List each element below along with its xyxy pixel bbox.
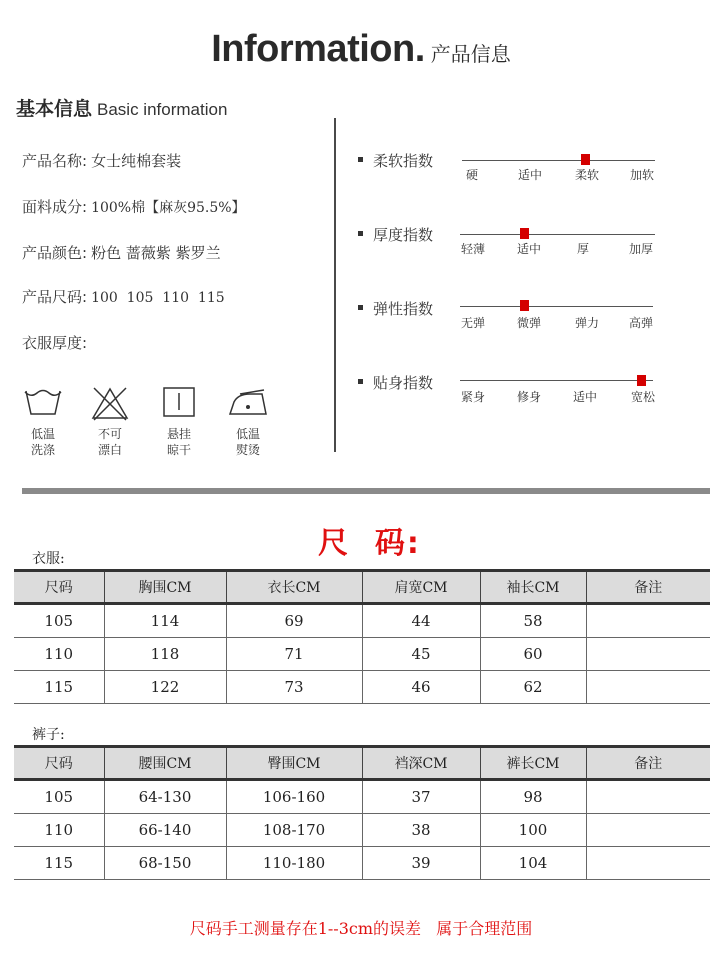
index-tick: 修身: [516, 390, 541, 404]
pants-size-table: [14, 745, 710, 880]
table-cell: 58: [480, 604, 586, 638]
table-cell: [586, 847, 710, 880]
index-tick: 适中: [517, 168, 542, 182]
table-row: [14, 604, 710, 638]
table-header-row: [14, 747, 710, 780]
care-iron: [225, 386, 271, 458]
column-header: 备注: [586, 747, 710, 780]
table-cell: 115: [14, 847, 104, 880]
table-cell: 69: [226, 604, 362, 638]
bullet-icon: [358, 231, 363, 236]
table-cell: [586, 814, 710, 847]
table-cell: 115: [14, 671, 104, 704]
info-label: 衣服厚度:: [22, 334, 88, 352]
table-cell: 73: [226, 671, 362, 704]
measurement-note: 尺码手工测量存在1--3cm的误差 属于合理范围: [189, 919, 533, 938]
table-header-row: [14, 571, 710, 604]
table-cell: [586, 780, 710, 814]
index-name: 柔软指数: [373, 152, 434, 170]
care-bleach: [87, 386, 133, 458]
info-value: 100%棉【麻灰95.5%】: [91, 200, 246, 216]
table-cell: 106-160: [226, 780, 362, 814]
index-label-softness: [358, 150, 433, 171]
table-row: [14, 814, 710, 847]
info-value: 粉色 蔷薇紫 紫罗兰: [91, 244, 221, 262]
column-header: 裆深CM: [362, 747, 480, 780]
index-tick: 适中: [572, 390, 597, 404]
table-cell: 68-150: [104, 847, 226, 880]
table-cell: 62: [480, 671, 586, 704]
index-marker-elasticity: [520, 300, 529, 311]
index-tick: 硬: [465, 168, 478, 182]
index-tick: 厚: [576, 242, 589, 256]
table-cell: 110-180: [226, 847, 362, 880]
index-scale-elasticity: [460, 306, 653, 307]
column-header: 尺码: [14, 747, 104, 780]
title-english: Information.: [211, 28, 425, 70]
title-chinese: 产品信息: [430, 42, 511, 66]
care-label: 低温 洗涤: [30, 427, 55, 457]
info-label: 面料成分:: [22, 198, 88, 216]
page-title: [0, 28, 722, 71]
info-row-fabric: [22, 196, 246, 217]
info-row-color: [22, 242, 221, 263]
index-tick: 弹力: [574, 316, 599, 330]
index-name: 贴身指数: [373, 374, 434, 392]
table-cell: 105: [14, 780, 104, 814]
index-scale-softness: [462, 160, 655, 161]
info-row-thickness: [22, 332, 87, 353]
table-cell: 71: [226, 638, 362, 671]
do-not-bleach-icon: [90, 386, 130, 422]
bullet-icon: [358, 379, 363, 384]
table-cell: [586, 638, 710, 671]
size-chart-title: 尺 码:: [318, 526, 421, 561]
care-label: 低温 熨烫: [235, 427, 260, 457]
column-header: 尺码: [14, 571, 104, 604]
table-cell: 118: [104, 638, 226, 671]
index-scale-fit: [460, 380, 653, 381]
column-header: 备注: [586, 571, 710, 604]
index-label-thickness: [358, 224, 433, 245]
info-label: 产品尺码:: [22, 288, 88, 306]
table-row: [14, 638, 710, 671]
column-header: 肩宽CM: [362, 571, 480, 604]
table-cell: [586, 604, 710, 638]
index-tick: 加软: [629, 168, 654, 182]
index-marker-fit: [637, 375, 646, 386]
column-header: 衣长CM: [226, 571, 362, 604]
column-header: 臀围CM: [226, 747, 362, 780]
table-cell: 100: [480, 814, 586, 847]
table-cell: 45: [362, 638, 480, 671]
index-marker-softness: [581, 154, 590, 165]
care-label: 悬挂 晾干: [166, 427, 191, 457]
index-scale-thickness: [460, 234, 655, 235]
index-tick: 宽松: [630, 390, 655, 404]
care-label: 不可 漂白: [97, 427, 122, 457]
table-cell: 60: [480, 638, 586, 671]
table-cell: 64-130: [104, 780, 226, 814]
table-cell: 39: [362, 847, 480, 880]
column-header: 袖长CM: [480, 571, 586, 604]
tops-section-label: 衣服:: [32, 551, 65, 567]
index-tick: 高弹: [628, 316, 653, 330]
table-row: [14, 847, 710, 880]
low-temperature-iron-icon: [226, 386, 270, 418]
table-cell: 110: [14, 638, 104, 671]
info-row-size: [22, 286, 225, 307]
index-tick: 微弹: [516, 316, 541, 330]
index-name: 弹性指数: [373, 300, 434, 318]
info-label: 产品名称:: [22, 152, 88, 170]
table-cell: 66-140: [104, 814, 226, 847]
table-cell: 122: [104, 671, 226, 704]
info-row-name: [22, 150, 181, 171]
basic-info-heading-zh: 基本信息: [16, 98, 93, 120]
table-cell: 105: [14, 604, 104, 638]
table-cell: [586, 671, 710, 704]
vertical-divider: [334, 118, 336, 452]
table-cell: 37: [362, 780, 480, 814]
index-tick: 无弹: [460, 316, 485, 330]
index-marker-thickness: [520, 228, 529, 239]
basic-info-heading: [16, 94, 227, 121]
pants-section-label: 裤子:: [32, 727, 65, 743]
index-tick: 适中: [516, 242, 541, 256]
index-name: 厚度指数: [373, 226, 434, 244]
index-tick: 柔软: [574, 168, 599, 182]
info-label: 产品颜色:: [22, 244, 88, 262]
section-divider: [22, 488, 710, 494]
low-temperature-wash-icon: [23, 386, 63, 418]
table-cell: 38: [362, 814, 480, 847]
care-hang: [156, 386, 202, 458]
table-cell: 108-170: [226, 814, 362, 847]
column-header: 胸围CM: [104, 571, 226, 604]
table-row: [14, 780, 710, 814]
index-tick: 轻薄: [460, 242, 485, 256]
table-row: [14, 671, 710, 704]
column-header: 裤长CM: [480, 747, 586, 780]
bullet-icon: [358, 157, 363, 162]
basic-info-heading-en: Basic information: [97, 100, 228, 119]
index-tick: 紧身: [460, 390, 485, 404]
table-cell: 104: [480, 847, 586, 880]
table-cell: 114: [104, 604, 226, 638]
table-cell: 98: [480, 780, 586, 814]
tops-size-table: [14, 569, 710, 704]
care-wash: [20, 386, 66, 458]
index-label-elasticity: [358, 298, 433, 319]
table-cell: 46: [362, 671, 480, 704]
hang-dry-icon: [161, 386, 197, 418]
column-header: 腰围CM: [104, 747, 226, 780]
info-value: 100 105 110 115: [91, 290, 225, 306]
index-label-fit: [358, 372, 433, 393]
bullet-icon: [358, 305, 363, 310]
table-cell: 44: [362, 604, 480, 638]
index-tick: 加厚: [628, 242, 653, 256]
info-value: 女士纯棉套装: [91, 152, 182, 170]
table-cell: 110: [14, 814, 104, 847]
